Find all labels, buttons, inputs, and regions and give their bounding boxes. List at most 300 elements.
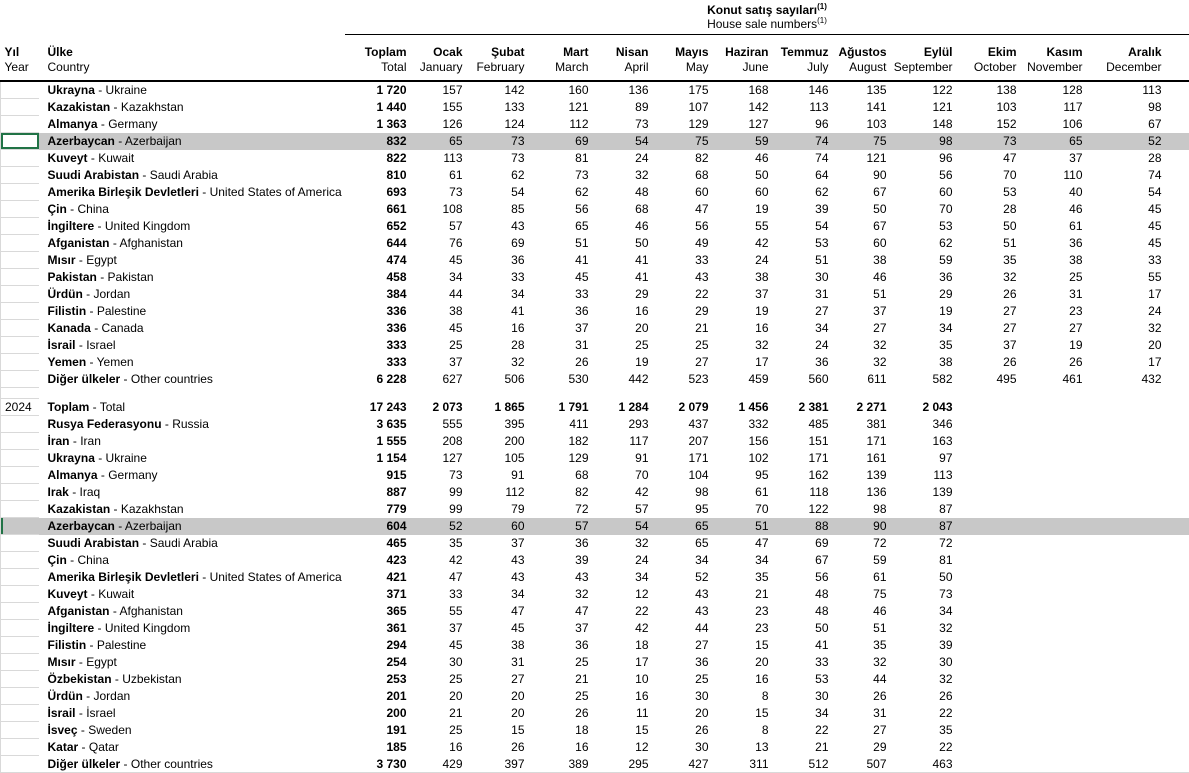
year-cell[interactable]: [1, 467, 39, 484]
month-value-cell[interactable]: 43: [655, 586, 715, 603]
month-value-cell[interactable]: 26: [1023, 354, 1089, 371]
month-value-cell[interactable]: 39: [531, 552, 595, 569]
month-value-cell[interactable]: 65: [531, 218, 595, 235]
month-value-cell[interactable]: 38: [1023, 252, 1089, 269]
month-value-cell[interactable]: 36: [469, 252, 531, 269]
month-value-cell[interactable]: 293: [595, 416, 655, 433]
month-value-cell[interactable]: 23: [1023, 303, 1089, 320]
country-cell[interactable]: [39, 603, 345, 620]
month-value-cell[interactable]: 38: [715, 269, 775, 286]
country-cell[interactable]: [39, 535, 345, 552]
total-value-cell[interactable]: 604: [345, 518, 413, 535]
month-value-cell[interactable]: 41: [595, 269, 655, 286]
total-value-cell[interactable]: 832: [345, 133, 413, 150]
month-value-cell[interactable]: [1089, 501, 1189, 518]
month-value-cell[interactable]: 46: [595, 218, 655, 235]
month-value-cell[interactable]: 16: [595, 303, 655, 320]
month-value-cell[interactable]: 22: [655, 286, 715, 303]
country-cell[interactable]: [39, 416, 345, 433]
month-value-cell[interactable]: [959, 722, 1023, 739]
month-value-cell[interactable]: 142: [715, 99, 775, 116]
month-value-cell[interactable]: 110: [1023, 167, 1089, 184]
total-value-cell[interactable]: 423: [345, 552, 413, 569]
month-value-cell[interactable]: 26: [531, 354, 595, 371]
month-value-cell[interactable]: 105: [469, 450, 531, 467]
total-value-cell[interactable]: 661: [345, 201, 413, 218]
country-cell[interactable]: [39, 218, 345, 235]
month-value-cell[interactable]: 103: [835, 116, 893, 133]
month-value-cell[interactable]: 37: [835, 303, 893, 320]
month-value-cell[interactable]: [1023, 586, 1089, 603]
month-value-cell[interactable]: 171: [655, 450, 715, 467]
country-cell[interactable]: [39, 620, 345, 637]
month-value-cell[interactable]: 47: [531, 603, 595, 620]
country-cell[interactable]: [39, 320, 345, 337]
month-value-cell[interactable]: 163: [893, 433, 959, 450]
month-value-cell[interactable]: 47: [413, 569, 469, 586]
month-value-cell[interactable]: 65: [413, 133, 469, 150]
month-value-cell[interactable]: 25: [655, 337, 715, 354]
month-value-cell[interactable]: 51: [835, 620, 893, 637]
year-cell[interactable]: [1, 654, 39, 671]
month-value-cell[interactable]: 45: [531, 269, 595, 286]
month-value-cell[interactable]: 60: [715, 184, 775, 201]
month-value-cell[interactable]: 56: [775, 569, 835, 586]
total-value-cell[interactable]: 3 635: [345, 416, 413, 433]
year-cell[interactable]: [1, 320, 39, 337]
month-value-cell[interactable]: 44: [413, 286, 469, 303]
month-value-cell[interactable]: 45: [413, 320, 469, 337]
year-cell[interactable]: [1, 371, 39, 388]
month-value-cell[interactable]: 98: [655, 484, 715, 501]
month-value-cell[interactable]: 45: [1089, 201, 1189, 218]
month-value-cell[interactable]: 555: [413, 416, 469, 433]
month-value-cell[interactable]: 32: [835, 337, 893, 354]
year-cell[interactable]: [1, 501, 39, 518]
total-value-cell[interactable]: 887: [345, 484, 413, 501]
month-value-cell[interactable]: 97: [893, 450, 959, 467]
total-value-cell[interactable]: 693: [345, 184, 413, 201]
total-value-cell[interactable]: 1 363: [345, 116, 413, 133]
month-value-cell[interactable]: [1023, 416, 1089, 433]
month-value-cell[interactable]: 34: [413, 269, 469, 286]
year-cell[interactable]: [1, 552, 39, 569]
month-value-cell[interactable]: 81: [531, 150, 595, 167]
month-value-cell[interactable]: 37: [413, 620, 469, 637]
month-value-cell[interactable]: 70: [959, 167, 1023, 184]
month-value-cell[interactable]: 27: [655, 354, 715, 371]
month-value-cell[interactable]: 146: [775, 81, 835, 99]
year-cell[interactable]: [1, 739, 39, 756]
month-value-cell[interactable]: 27: [959, 303, 1023, 320]
month-value-cell[interactable]: 17: [715, 354, 775, 371]
month-value-cell[interactable]: 75: [835, 133, 893, 150]
month-value-cell[interactable]: 57: [531, 518, 595, 535]
year-cell[interactable]: [1, 671, 39, 688]
month-value-cell[interactable]: 16: [595, 688, 655, 705]
month-value-cell[interactable]: 27: [469, 671, 531, 688]
month-value-cell[interactable]: 411: [531, 416, 595, 433]
total-value-cell[interactable]: 384: [345, 286, 413, 303]
month-value-cell[interactable]: 26: [959, 354, 1023, 371]
month-value-cell[interactable]: 30: [893, 654, 959, 671]
month-value-cell[interactable]: 182: [531, 433, 595, 450]
total-value-cell[interactable]: 6 228: [345, 371, 413, 388]
country-cell[interactable]: [39, 269, 345, 286]
month-value-cell[interactable]: 37: [531, 620, 595, 637]
year-cell[interactable]: [1, 201, 39, 218]
month-value-cell[interactable]: 96: [775, 116, 835, 133]
month-value-cell[interactable]: 346: [893, 416, 959, 433]
month-value-cell[interactable]: 75: [655, 133, 715, 150]
month-value-cell[interactable]: [1089, 586, 1189, 603]
month-value-cell[interactable]: 121: [893, 99, 959, 116]
country-cell[interactable]: [39, 705, 345, 722]
month-value-cell[interactable]: [1089, 569, 1189, 586]
month-value-cell[interactable]: 107: [655, 99, 715, 116]
total-value-cell[interactable]: 200: [345, 705, 413, 722]
year-cell[interactable]: [1, 569, 39, 586]
year-cell[interactable]: [1, 269, 39, 286]
month-value-cell[interactable]: 72: [531, 501, 595, 518]
month-value-cell[interactable]: 126: [413, 116, 469, 133]
month-value-cell[interactable]: 49: [655, 235, 715, 252]
month-value-cell[interactable]: 8: [715, 688, 775, 705]
month-value-cell[interactable]: 61: [413, 167, 469, 184]
month-value-cell[interactable]: 627: [413, 371, 469, 388]
month-value-cell[interactable]: 73: [413, 184, 469, 201]
month-value-cell[interactable]: 104: [655, 467, 715, 484]
month-value-cell[interactable]: 99: [413, 484, 469, 501]
month-value-cell[interactable]: 19: [1023, 337, 1089, 354]
month-value-cell[interactable]: [959, 620, 1023, 637]
month-value-cell[interactable]: 89: [595, 99, 655, 116]
month-value-cell[interactable]: 30: [655, 739, 715, 756]
month-value-cell[interactable]: 44: [655, 620, 715, 637]
month-value-cell[interactable]: [959, 739, 1023, 756]
month-value-cell[interactable]: [959, 637, 1023, 654]
month-value-cell[interactable]: 24: [775, 337, 835, 354]
country-cell[interactable]: [39, 518, 345, 535]
month-value-cell[interactable]: 129: [655, 116, 715, 133]
month-value-cell[interactable]: [959, 433, 1023, 450]
month-value-cell[interactable]: 135: [835, 81, 893, 99]
month-value-cell[interactable]: 46: [1023, 201, 1089, 218]
month-value-cell[interactable]: 21: [655, 320, 715, 337]
month-value-cell[interactable]: 25: [413, 337, 469, 354]
month-value-cell[interactable]: 311: [715, 756, 775, 773]
country-cell[interactable]: [39, 354, 345, 371]
month-value-cell[interactable]: 102: [715, 450, 775, 467]
month-value-cell[interactable]: 25: [531, 654, 595, 671]
month-value-cell[interactable]: 45: [1089, 218, 1189, 235]
country-cell[interactable]: [39, 586, 345, 603]
month-value-cell[interactable]: 397: [469, 756, 531, 773]
month-value-cell[interactable]: 42: [413, 552, 469, 569]
month-value-cell[interactable]: 46: [835, 269, 893, 286]
month-value-cell[interactable]: 43: [655, 603, 715, 620]
month-value-cell[interactable]: 69: [531, 133, 595, 150]
month-value-cell[interactable]: [1089, 467, 1189, 484]
month-value-cell[interactable]: 24: [595, 552, 655, 569]
month-value-cell[interactable]: [1023, 637, 1089, 654]
month-value-cell[interactable]: [1089, 518, 1189, 535]
month-value-cell[interactable]: [1023, 569, 1089, 586]
year-cell[interactable]: [1, 586, 39, 603]
month-value-cell[interactable]: 62: [893, 235, 959, 252]
month-value-cell[interactable]: 47: [959, 150, 1023, 167]
month-value-cell[interactable]: 31: [775, 286, 835, 303]
month-value-cell[interactable]: 118: [775, 484, 835, 501]
month-value-cell[interactable]: 155: [413, 99, 469, 116]
month-value-cell[interactable]: 38: [413, 303, 469, 320]
month-value-cell[interactable]: 10: [595, 671, 655, 688]
month-value-cell[interactable]: 55: [715, 218, 775, 235]
month-value-cell[interactable]: 74: [1089, 167, 1189, 184]
month-value-cell[interactable]: 18: [531, 722, 595, 739]
total-value-cell[interactable]: 465: [345, 535, 413, 552]
year-cell[interactable]: [1, 167, 39, 184]
spreadsheet-selection-box[interactable]: [1, 133, 39, 150]
month-value-cell[interactable]: 87: [893, 501, 959, 518]
month-value-cell[interactable]: 1 284: [595, 399, 655, 416]
month-value-cell[interactable]: 25: [531, 688, 595, 705]
month-value-cell[interactable]: 427: [655, 756, 715, 773]
month-value-cell[interactable]: 26: [469, 739, 531, 756]
month-value-cell[interactable]: [959, 688, 1023, 705]
month-value-cell[interactable]: 17: [595, 654, 655, 671]
month-value-cell[interactable]: [1089, 756, 1189, 773]
month-value-cell[interactable]: 33: [469, 269, 531, 286]
total-value-cell[interactable]: 336: [345, 320, 413, 337]
month-value-cell[interactable]: 90: [835, 518, 893, 535]
month-value-cell[interactable]: 15: [715, 705, 775, 722]
total-value-cell[interactable]: 254: [345, 654, 413, 671]
month-value-cell[interactable]: 56: [531, 201, 595, 218]
total-value-cell[interactable]: 333: [345, 354, 413, 371]
month-value-cell[interactable]: 26: [835, 688, 893, 705]
month-value-cell[interactable]: 50: [893, 569, 959, 586]
month-value-cell[interactable]: 22: [893, 705, 959, 722]
month-value-cell[interactable]: [959, 671, 1023, 688]
month-value-cell[interactable]: 52: [1089, 133, 1189, 150]
month-value-cell[interactable]: 35: [893, 722, 959, 739]
month-value-cell[interactable]: 19: [893, 303, 959, 320]
month-value-cell[interactable]: [959, 518, 1023, 535]
month-value-cell[interactable]: 139: [835, 467, 893, 484]
total-value-cell[interactable]: 1 720: [345, 81, 413, 99]
month-value-cell[interactable]: 67: [835, 218, 893, 235]
month-value-cell[interactable]: 33: [775, 654, 835, 671]
month-value-cell[interactable]: [1089, 484, 1189, 501]
month-value-cell[interactable]: [959, 552, 1023, 569]
year-cell[interactable]: [1, 150, 39, 167]
month-value-cell[interactable]: 82: [531, 484, 595, 501]
month-value-cell[interactable]: 20: [469, 705, 531, 722]
month-value-cell[interactable]: 12: [595, 586, 655, 603]
month-value-cell[interactable]: 29: [893, 286, 959, 303]
month-value-cell[interactable]: 27: [835, 320, 893, 337]
month-value-cell[interactable]: 45: [413, 252, 469, 269]
month-value-cell[interactable]: 32: [595, 535, 655, 552]
year-cell[interactable]: [1, 337, 39, 354]
month-value-cell[interactable]: [1023, 603, 1089, 620]
month-value-cell[interactable]: 91: [469, 467, 531, 484]
month-value-cell[interactable]: 48: [775, 603, 835, 620]
month-value-cell[interactable]: 25: [595, 337, 655, 354]
month-value-cell[interactable]: 108: [413, 201, 469, 218]
month-value-cell[interactable]: 51: [531, 235, 595, 252]
month-value-cell[interactable]: 139: [893, 484, 959, 501]
month-value-cell[interactable]: [1089, 705, 1189, 722]
month-value-cell[interactable]: 157: [413, 81, 469, 99]
month-value-cell[interactable]: 21: [413, 705, 469, 722]
country-cell[interactable]: [39, 167, 345, 184]
month-value-cell[interactable]: [1089, 722, 1189, 739]
month-value-cell[interactable]: 52: [413, 518, 469, 535]
month-value-cell[interactable]: 74: [775, 150, 835, 167]
month-value-cell[interactable]: 30: [413, 654, 469, 671]
country-cell[interactable]: [39, 671, 345, 688]
month-value-cell[interactable]: 54: [775, 218, 835, 235]
month-value-cell[interactable]: 99: [413, 501, 469, 518]
month-value-cell[interactable]: 53: [893, 218, 959, 235]
month-value-cell[interactable]: 72: [893, 535, 959, 552]
month-value-cell[interactable]: [1089, 433, 1189, 450]
month-value-cell[interactable]: 507: [835, 756, 893, 773]
month-value-cell[interactable]: 45: [1089, 235, 1189, 252]
year-cell[interactable]: [1, 218, 39, 235]
year-cell[interactable]: [1, 518, 39, 535]
month-value-cell[interactable]: 19: [715, 201, 775, 218]
month-value-cell[interactable]: 60: [893, 184, 959, 201]
year-cell[interactable]: [1, 620, 39, 637]
month-value-cell[interactable]: [1023, 688, 1089, 705]
country-cell[interactable]: [39, 467, 345, 484]
month-value-cell[interactable]: 54: [1089, 184, 1189, 201]
month-value-cell[interactable]: 65: [655, 535, 715, 552]
month-value-cell[interactable]: 22: [595, 603, 655, 620]
total-value-cell[interactable]: 201: [345, 688, 413, 705]
month-value-cell[interactable]: 160: [531, 81, 595, 99]
month-value-cell[interactable]: 512: [775, 756, 835, 773]
month-value-cell[interactable]: 43: [469, 569, 531, 586]
month-value-cell[interactable]: 32: [893, 620, 959, 637]
month-value-cell[interactable]: 43: [655, 269, 715, 286]
month-value-cell[interactable]: 54: [595, 518, 655, 535]
month-value-cell[interactable]: [959, 484, 1023, 501]
month-value-cell[interactable]: 55: [1089, 269, 1189, 286]
month-value-cell[interactable]: [959, 535, 1023, 552]
month-value-cell[interactable]: 73: [469, 133, 531, 150]
month-value-cell[interactable]: 2 043: [893, 399, 959, 416]
total-value-cell[interactable]: 3 730: [345, 756, 413, 773]
month-value-cell[interactable]: 51: [959, 235, 1023, 252]
month-value-cell[interactable]: 20: [413, 688, 469, 705]
month-value-cell[interactable]: 70: [715, 501, 775, 518]
month-value-cell[interactable]: 35: [959, 252, 1023, 269]
month-value-cell[interactable]: 44: [835, 671, 893, 688]
month-value-cell[interactable]: 37: [959, 337, 1023, 354]
month-value-cell[interactable]: 43: [469, 218, 531, 235]
month-value-cell[interactable]: 42: [595, 620, 655, 637]
month-value-cell[interactable]: 20: [1089, 337, 1189, 354]
month-value-cell[interactable]: 128: [1023, 81, 1089, 99]
month-value-cell[interactable]: 34: [775, 320, 835, 337]
month-value-cell[interactable]: 442: [595, 371, 655, 388]
month-value-cell[interactable]: 54: [595, 133, 655, 150]
month-value-cell[interactable]: 523: [655, 371, 715, 388]
month-value-cell[interactable]: 65: [1023, 133, 1089, 150]
month-value-cell[interactable]: 17: [1089, 286, 1189, 303]
month-value-cell[interactable]: 50: [715, 167, 775, 184]
month-value-cell[interactable]: 38: [893, 354, 959, 371]
month-value-cell[interactable]: 19: [715, 303, 775, 320]
month-value-cell[interactable]: [1023, 484, 1089, 501]
total-value-cell[interactable]: 361: [345, 620, 413, 637]
month-value-cell[interactable]: 67: [775, 552, 835, 569]
month-value-cell[interactable]: [1089, 399, 1189, 416]
month-value-cell[interactable]: 61: [1023, 218, 1089, 235]
month-value-cell[interactable]: 60: [655, 184, 715, 201]
month-value-cell[interactable]: [1023, 705, 1089, 722]
month-value-cell[interactable]: 82: [655, 150, 715, 167]
month-value-cell[interactable]: 463: [893, 756, 959, 773]
month-value-cell[interactable]: 19: [595, 354, 655, 371]
month-value-cell[interactable]: 129: [531, 450, 595, 467]
month-value-cell[interactable]: 156: [715, 433, 775, 450]
month-value-cell[interactable]: 95: [655, 501, 715, 518]
total-value-cell[interactable]: 915: [345, 467, 413, 484]
month-value-cell[interactable]: 42: [715, 235, 775, 252]
month-value-cell[interactable]: [959, 416, 1023, 433]
total-value-cell[interactable]: 810: [345, 167, 413, 184]
month-value-cell[interactable]: 530: [531, 371, 595, 388]
month-value-cell[interactable]: 25: [655, 671, 715, 688]
month-value-cell[interactable]: 52: [655, 569, 715, 586]
month-value-cell[interactable]: 15: [715, 637, 775, 654]
month-value-cell[interactable]: 26: [531, 705, 595, 722]
month-value-cell[interactable]: 1 865: [469, 399, 531, 416]
month-value-cell[interactable]: 21: [715, 586, 775, 603]
month-value-cell[interactable]: 200: [469, 433, 531, 450]
year-cell[interactable]: [1, 99, 39, 116]
month-value-cell[interactable]: 12: [595, 739, 655, 756]
month-value-cell[interactable]: [1023, 654, 1089, 671]
month-value-cell[interactable]: [959, 467, 1023, 484]
country-cell[interactable]: [39, 569, 345, 586]
month-value-cell[interactable]: 31: [469, 654, 531, 671]
month-value-cell[interactable]: [1023, 756, 1089, 773]
month-value-cell[interactable]: 51: [835, 286, 893, 303]
month-value-cell[interactable]: 57: [413, 218, 469, 235]
year-cell[interactable]: [1, 484, 39, 501]
month-value-cell[interactable]: [959, 450, 1023, 467]
month-value-cell[interactable]: 68: [655, 167, 715, 184]
month-value-cell[interactable]: 8: [715, 722, 775, 739]
month-value-cell[interactable]: 332: [715, 416, 775, 433]
month-value-cell[interactable]: 38: [835, 252, 893, 269]
month-value-cell[interactable]: 47: [715, 535, 775, 552]
month-value-cell[interactable]: 34: [775, 705, 835, 722]
month-value-cell[interactable]: [1023, 433, 1089, 450]
month-value-cell[interactable]: 32: [1089, 320, 1189, 337]
country-cell[interactable]: [39, 739, 345, 756]
month-value-cell[interactable]: 53: [959, 184, 1023, 201]
month-value-cell[interactable]: [1089, 654, 1189, 671]
month-value-cell[interactable]: [1089, 603, 1189, 620]
month-value-cell[interactable]: 208: [413, 433, 469, 450]
